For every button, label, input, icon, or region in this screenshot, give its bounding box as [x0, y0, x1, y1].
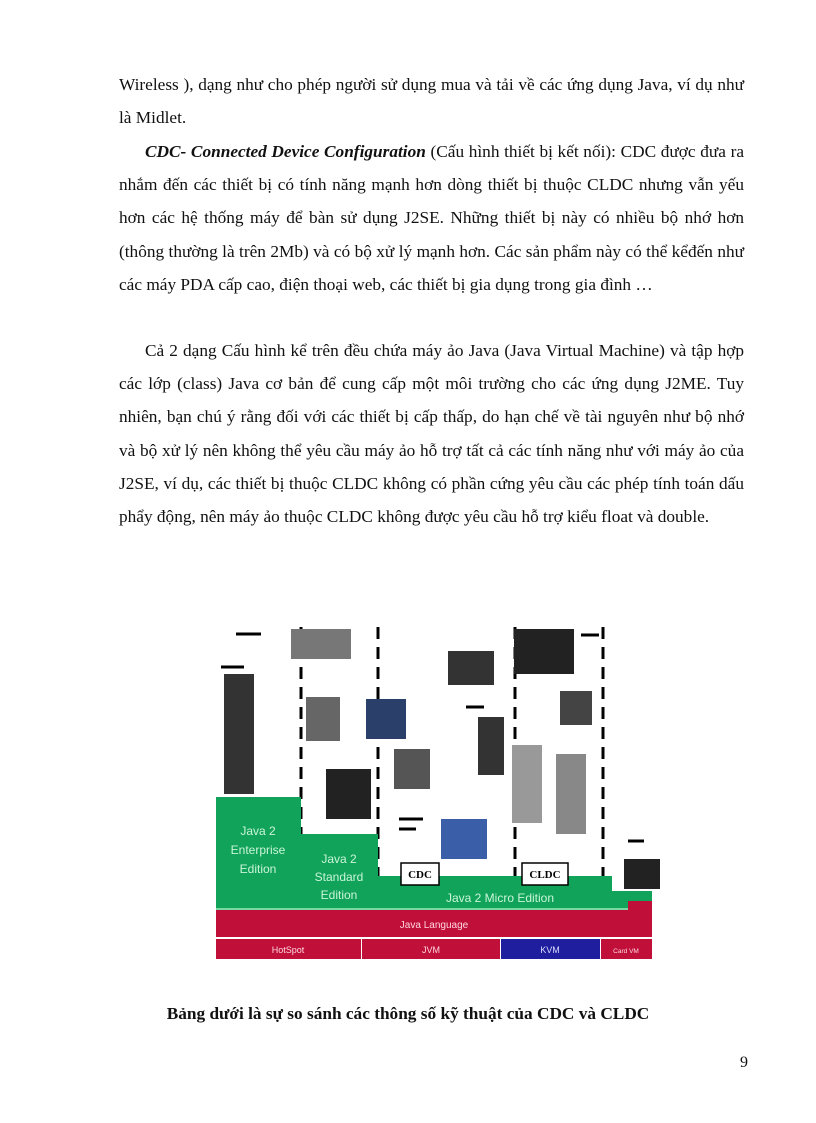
enterprise-label-2: Enterprise — [230, 843, 286, 857]
paragraph-configurations: Cả 2 dạng Cấu hình kể trên đều chứa máy ảo Java (Java Virtual Machine) và tập hợp các lớp (class) Java cơ bản để cung cấp một môi trường cho các ứng dụng J2ME. Tuy nhiên, bạn chú ý rằng đối với các thiết bị cấp thấp, do hạn chế về tài nguyên như bộ nhớ và bộ xử lý nên không thể yêu cầu máy ảo hỗ trợ tất cả các tính năng như với máy ảo của J2SE, ví dụ, các thiết bị thuộc CLDC không có phần cứng yêu cầu các phép tính toán dấu phẩy động, nên máy ảo thuộc CLDC không được yêu cầu hỗ trợ kiểu float và double. — [119, 341, 744, 527]
cellphone-icon — [556, 754, 586, 834]
cdc-description: (Cấu hình thiết bị kết nối): CDC được đưa ra nhắm đến các thiết bị có tính năng mạnh hơn dòng thiết bị thuộc CLDC nhưng vẫn yếu hơn các hệ thống máy để bàn sử dụng J2SE. Những thiết bị này có nhiều bộ nhớ hơn (thông thường là trên 2Mb) và có bộ xử lý mạnh hơn. Các sản phẩm này có thể kểđến như các máy PDA cấp cao, điện thoại web, các thiết bị gia dụng trong gia đình … — [119, 142, 744, 294]
figure-caption: Bảng dưới là sự so sánh các thông số kỹ thuật của CDC và CLDC — [166, 1004, 650, 1023]
java-language-step — [628, 901, 652, 910]
micro-edition-label: Java 2 Micro Edition — [445, 891, 555, 905]
jvm-label: JVM — [422, 945, 440, 955]
cldc-label: CLDC — [529, 869, 561, 881]
standard-label-1: Java 2 — [321, 852, 357, 866]
java-language-label: Java Language — [399, 920, 469, 931]
network-device-icon — [366, 699, 406, 739]
cdc-term: CDC- Connected Device Configuration — [145, 142, 426, 161]
layer-divider — [216, 908, 652, 910]
handheld-icon — [478, 717, 504, 775]
desktop-pc-icon — [306, 697, 340, 741]
standard-label-2: Standard — [314, 870, 364, 884]
enterprise-label-3: Edition — [239, 862, 277, 876]
server-cluster-icon — [291, 629, 351, 659]
card-vm-label: Card VM — [613, 948, 639, 955]
paragraph-wireless: Wireless ), dạng như cho phép người sử dụng mua và tải về các ứng dụng Java, ví dụ như là Midlet. — [119, 75, 744, 128]
satellite-dish-icon — [394, 749, 430, 789]
settop-box-icon — [441, 819, 487, 859]
server-icon — [224, 674, 254, 794]
paragraph-cdc — [119, 135, 744, 301]
hotspot-label: HotSpot — [271, 945, 305, 955]
page-number: 9 — [740, 1054, 748, 1071]
smartcard-icon — [624, 859, 660, 889]
standard-label-3: Edition — [320, 888, 358, 902]
kvm-label: KVM — [540, 945, 560, 955]
architecture-diagram — [216, 619, 670, 959]
j2me-architecture-figure — [216, 619, 670, 959]
palm-device-icon — [560, 691, 592, 725]
mobile-phone-icon — [512, 745, 542, 823]
cdc-label: CDC — [408, 869, 432, 881]
laptop-icon — [326, 769, 371, 819]
pda-icon — [448, 651, 494, 685]
enterprise-label-1: Java 2 — [240, 824, 276, 838]
pager-icon — [514, 629, 574, 674]
